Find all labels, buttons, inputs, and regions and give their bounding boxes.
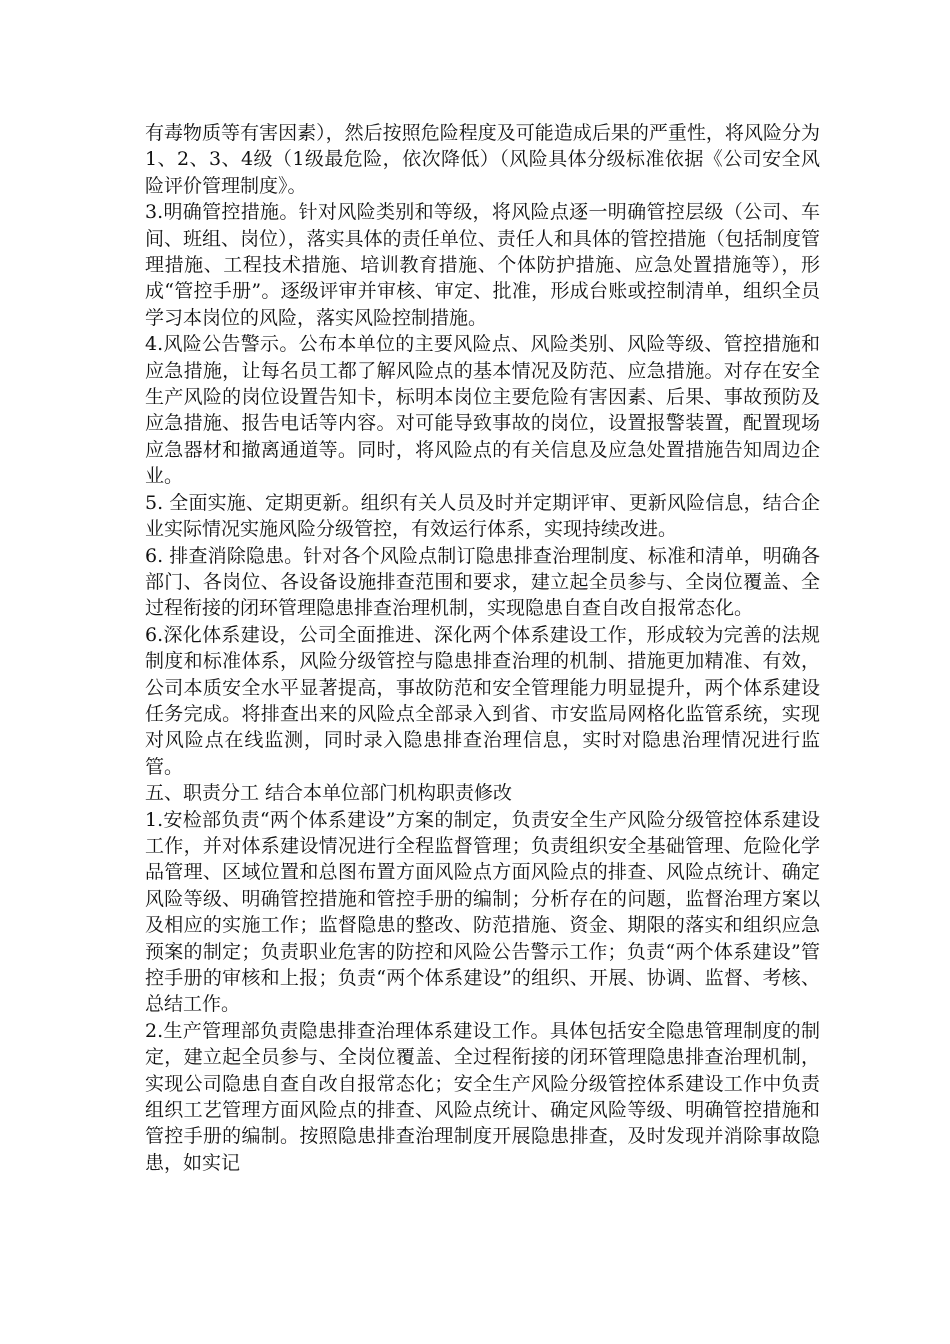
paragraph-safety-dept-duties: 1.安检部负责“两个体系建设”方案的制定，负责安全生产风险分级管控体系建设工作，并对体系建设情况进行全程监督管理；负责组织安全基础管理、危险化学品管理、区域位置和总图布置方面风险点方面风险点的排查、风险点统计、确定风险等级、明确管控措施和管控手册的编制；分析存在的问题，监督治理方案以及相应的实施工作；监督隐患的整改、防范措施、资金、期限的落实和组织应急预案的制定；负责职业危害的防控和风险公告警示工作；负责“两个体系建设”管控手册的审核和上报；负责“两个体系建设”的组织、开展、协调、监督、考核、总结工作。 [145,808,820,1016]
document-body [145,120,820,1176]
section-heading-responsibilities: 五、职责分工 结合本单位部门机构职责修改 [145,782,513,805]
paragraph-risk-grading: 有毒物质等有害因素），然后按照危险程度及可能造成后果的严重性，将风险分为1、2、3、4级（1级最危险，依次降低）（风险具体分级标准依据《公司安全风险评价管理制度》。 [145,122,820,197]
paragraph-implementation-update: 5. 全面实施、定期更新。组织有关人员及时并定期评审、更新风险信息，结合企业实际情况实施风险分级管控，有效运行体系，实现持续改进。 [145,491,820,541]
paragraph-hazard-elimination: 6. 排查消除隐患。针对各个风险点制订隐患排查治理制度、标准和清单，明确各部门、各岗位、各设备设施排查范围和要求，建立起全员参与、全岗位覆盖、全过程衔接的闭环管理隐患排查治理机制，实现隐患自查自改自报常态化。 [145,544,820,620]
paragraph-control-measures: 3.明确管控措施。针对风险类别和等级，将风险点逐一明确管控层级（公司、车间、班组、岗位），落实具体的责任单位、责任人和具体的管控措施（包括制度管理措施、工程技术措施、培训教育措施、个体防护措施、应急处置措施等），形成“管控手册”。逐级评审并审核、审定、批准，形成台账或控制清单，组织全员学习本岗位的风险，落实风险控制措施。 [145,201,820,329]
paragraph-risk-warning: 4.风险公告警示。公布本单位的主要风险点、风险类别、风险等级、管控措施和应急措施，让每名员工都了解风险点的基本情况及防范、应急措施。对存在安全生产风险的岗位设置告知卡，标明本岗位主要危险有害因素、后果、事故预防及应急措施、报告电话等内容。对可能导致事故的岗位，设置报警装置，配置现场应急器材和撤离通道等。同时，将风险点的有关信息及应急处置措施告知周边企业。 [145,333,820,488]
paragraph-system-deepening: 6.深化体系建设，公司全面推进、深化两个体系建设工作，形成较为完善的法规制度和标准体系，风险分级管控与隐患排查治理的机制、措施更加精准、有效，公司本质安全水平显著提高，事故防范和安全管理能力明显提升，两个体系建设任务完成。将排查出来的风险点全部录入到省、市安监局网格化监管系统，实现对风险点在线监测，同时录入隐患排查治理信息，实时对隐患治理情况进行监管。 [145,623,820,778]
paragraph-production-dept-duties: 2.生产管理部负责隐患排查治理体系建设工作。具体包括安全隐患管理制度的制定，建立起全员参与、全岗位覆盖、全过程衔接的闭环管理隐患排查治理机制，实现公司隐患自查自改自报常态化；安全生产风险分级管控体系建设工作中负责组织工艺管理方面风险点的排查、风险点统计、确定风险等级、明确管控措施和管控手册的编制。按照隐患排查治理制度开展隐患排查，及时发现并消除事故隐患，如实记 [145,1019,820,1174]
